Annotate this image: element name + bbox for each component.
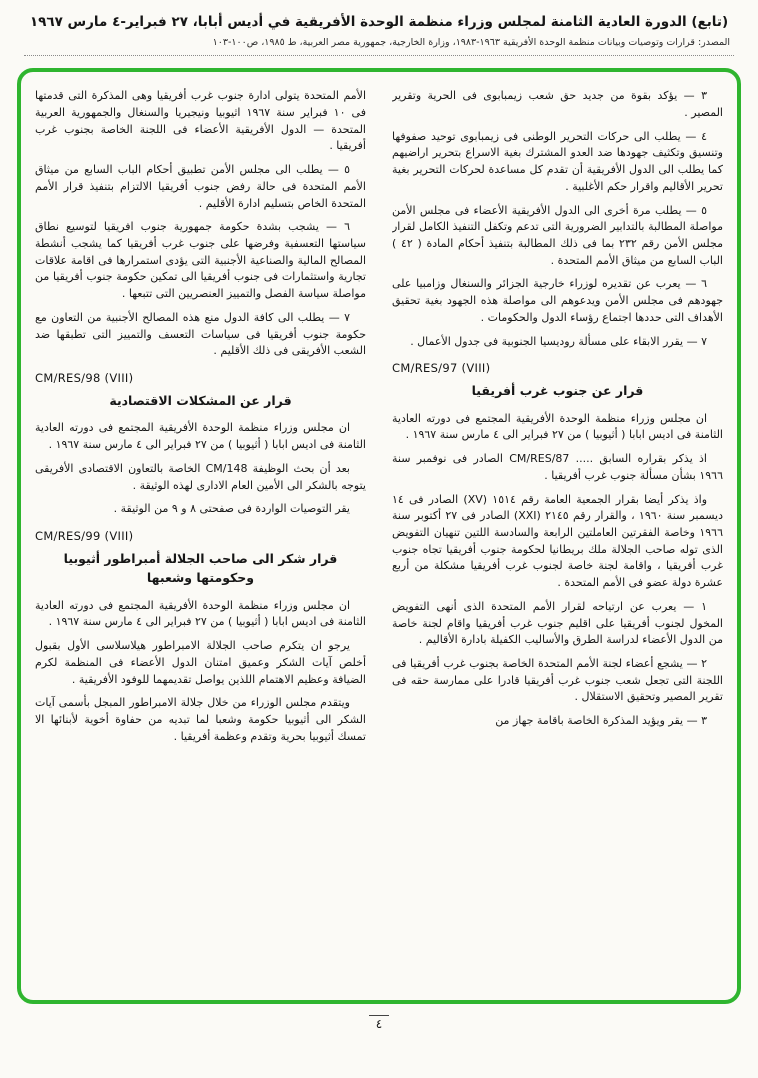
resolution-code: CM/RES/97 (VIII) (392, 361, 491, 376)
paragraph: واذ يذكر أيضا بقرار الجمعية العامة رقم ١٥١٤ (XV) الصادر فى ١٤ ديسمبر سنة ١٩٦٠ ، والقرار رقم ٢١٤٥ (XXI) الصادر فى ٢٧ أكتوبر سنة ١٩٦٦ وخاصة الفقرتين العاملتين الرابعة والسادسة اللتين تنهيان التفويض الذى توله صاحب الجلالة ملك بريطانيا لحكومة جنوب أفريقيا تجاه جنوب غرب أفريقيا ، واقامة لجنة خاصة لجنوب غرب أفريقيا مشكلة من أربع عشرة دولة عضو فى الأمم المتحدة . (392, 492, 723, 590)
column-left (35, 88, 366, 990)
paragraph: ٥ — يطلب مرة أخرى الى الدول الأفريقية الأعضاء فى مجلس الأمن مواصلة المطالبة بالتدابير الضرورية التى تدعم وتكفل التنفيذ الكامل لقرار مجلس الأمن رقم ٢٣٢ بما فى ذلك المطالبة بتنفيذ أحكام المادة ( ٤٢ ) الباب السابع من ميثاق الأمم المتحدة . (392, 203, 723, 267)
resolution-title: قرار شكر الى صاحب الجلالة أمبراطور أثيوبيا وحكومتها وشعبها (63, 551, 338, 586)
header-title: (تابع) الدورة العادية الثامنة لمجلس وزراء منظمة الوحدة الأفريقية في أديس أبابا، ٢٧ فبراير-٤ مارس ١٩٦٧ (29, 14, 729, 30)
paragraph: يرجو ان يتكرم صاحب الجلالة الامبراطور هيلاسلاسى الأول بقبول أخلص آيات الشكر وعميق امتنان الدول الأعضاء فى المنظمة لكرم الضيافة وعظيم الاهتمام اللذين يواصل تقديمهما للوفود الأفريقية . (35, 639, 366, 686)
paragraph: يقر التوصيات الواردة فى صفحتى ٨ و ٩ من الوثيقة . (113, 502, 350, 516)
paragraph: ٣ — يقر ويؤيد المذكرة الخاصة باقامة جهاز من (495, 714, 707, 728)
paragraph: اذ يذكر بقراره السابق ..... CM/RES/87 الصادر فى نوفمبر سنة ١٩٦٦ بشأن مسألة جنوب غرب أفريقيا . (392, 452, 723, 482)
resolution-code: CM/RES/99 (VIII) (35, 529, 134, 543)
paragraph: ٢ — يشجع أعضاء لجنة الأمم المتحدة الخاصة بجنوب غرب أفريقيا فى اللجنة التى تجعل شعب جنوب غرب أفريقيا قادرا على ممارسة حقه فى تقرير المصير وتحقيق الاستقلال . (392, 657, 723, 704)
paragraph: الأمم المتحدة يتولى ادارة جنوب غرب أفريقيا وهى المذكرة التى قدمتها فى ١٠ فبراير سنة ١٩٦٧ اثيوبيا ونيجيريا والسنغال والجمهورية العربية المتحدة — الدول الأفريقية الأعضاء فى اللجنة الخاصة بجنوب غرب أفريقيا . (35, 89, 366, 153)
page-number: ٤ (369, 1015, 389, 1031)
column-right (392, 88, 723, 990)
paragraph: بعد أن بحث الوظيفة CM/148 الخاصة بالتعاون الاقتصادى الأفريقى يتوجه بالشكر الى الأمين العام الادارى لهذه الوثيقة . (35, 461, 366, 492)
paragraph: ٧ — يطلب الى كافة الدول منع هذه المصالح الأجنبية من التعاون مع حكومة جنوب أفريقيا فى سياسات التعسف والتمييز التى تطبقها ضد الشعب الأفريقى فى ذلك الأقليم . (35, 310, 366, 358)
two-column-layout (35, 88, 723, 990)
green-border-frame (17, 68, 741, 1004)
header-source-line: المصدر: قرارات وتوصيات وبيانات منظمة الوحدة الأفريقية ١٩٦٣-١٩٨٣، وزارة الخارجية، جمهورية مصر العربية، ط ١٩٨٥، ص١٠٠-١٠٣ (212, 37, 730, 49)
resolution-title: قرار عن جنوب غرب أفريقيا (471, 383, 644, 399)
paragraph: ١ — يعرب عن ارتياحه لقرار الأمم المتحدة الذى أنهى التفويض المخول لجنوب أفريقيا على اقليم جنوب غرب أفريقيا واقام لجنة خاصة من الدول الأعضاء لدراسة الطرق والأساليب الكفيلة بادارة الأقاليم . (392, 599, 723, 647)
paragraph: ٥ — يطلب الى مجلس الأمن تطبيق أحكام الباب السابع من ميثاق الأمم المتحدة فى حالة رفض جنوب أفريقيا الالتزام بتنفيذ قرار الأمم المتحدة الخاص بتسليم ادارة الأقليم . (35, 163, 366, 210)
paragraph: ان مجلس وزراء منظمة الوحدة الأفريقية المجتمع فى دورته العادية الثامنة فى اديس ابابا ( أثيوبيا ) من ٢٧ فبراير الى ٤ مارس سنة ١٩٦٧ . (35, 421, 366, 452)
paragraph: ٦ — يشجب بشدة حكومة جمهورية جنوب افريقيا لتوسيع نطاق سياستها التعسفية وفرضها على جنوب غرب أفريقيا كما يشجب أنشطة المصالح المالية والصناعية الأجنبية التى يؤدى استمرارها فى اقامة علاقات تجارية واستثمارات فى جنوب أفريقيا الى تمكين حكومة جنوب أفريقيا من مواصلة سياسة الفصل والتمييز العنصريين التى تتبعها . (35, 220, 366, 301)
paragraph: ان مجلس وزراء منظمة الوحدة الأفريقية المجتمع فى دورته العادية الثامنة فى اديس ابابا ( أثيوبيا ) من ٢٧ فبراير الى ٤ مارس سنة ١٩٦٧ . (35, 598, 366, 629)
paragraph: ان مجلس وزراء منظمة الوحدة الأفريقية المجتمع فى دورته العادية الثامنة فى اديس ابابا ( أثيوبيا ) من ٢٧ فبراير الى ٤ مارس سنة ١٩٦٧ . (392, 411, 723, 442)
page-footer (0, 1013, 758, 1032)
paragraph: ٤ — يطلب الى حركات التحرير الوطنى فى زيمبابوى توحيد صفوفها وتنسيق وتكثيف جهودها ضد العدو المشترك بغية الاسراع بتحرير اراضيهم كما يطلب الى الدول الأفريقية أن تقدم كل مساعدة لحركات التحرير بغية تحرير الأقاليم واقرار حكم الأغلبية . (392, 129, 723, 193)
resolution-title: قرار عن المشكلات الاقتصادية (109, 393, 292, 409)
resolution-code: CM/RES/98 (VIII) (35, 371, 134, 386)
page-header (24, 0, 734, 56)
paragraph: ٧ — يقرر الابقاء على مسألة روديسيا الجنوبية فى جدول الأعمال . (410, 334, 707, 348)
paragraph: ويتقدم مجلس الوزراء من خلال جلالة الامبراطور المبجل بأسمى آيات الشكر الى أثيوبيا حكومة وشعبا لما تبديه من حفاوة أخوية لأبنائها الا تمسك أثيوبيا بحرية وتقدم وعظمة أفريقيا . (35, 696, 366, 743)
paragraph: ٦ — يعرب عن تقديره لوزراء خارجية الجزائر والسنغال وزامبيا على جهودهم فى مجلس الأمن ويدعوهم الى مواصلة هذه الجهود بغية تحقيق الأهداف التى حددها اجتماع رؤساء الدول والحكومات . (392, 277, 723, 324)
paragraph: ٣ — يؤكد بقوة من جديد حق شعب زيمبابوى فى الحرية وتقرير المصير . (392, 89, 723, 119)
